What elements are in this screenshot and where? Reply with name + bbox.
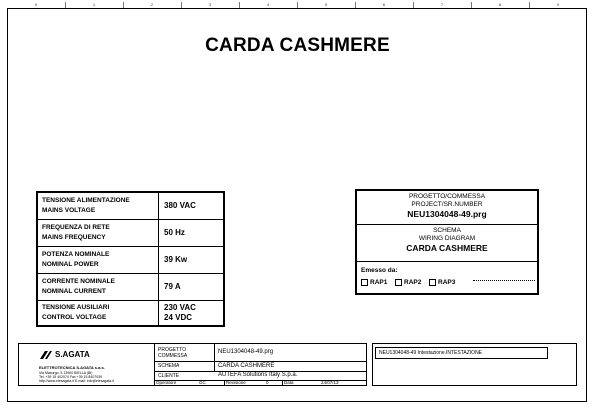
title-block-secondary bbox=[372, 343, 577, 386]
schema-label: SCHEMA bbox=[158, 363, 180, 369]
rap2-option[interactable] bbox=[395, 279, 421, 286]
spec-label bbox=[42, 277, 157, 297]
rap2-checkbox[interactable] bbox=[395, 279, 402, 286]
info-divider bbox=[357, 224, 537, 225]
progetto-label: PROGETTO/COMMESSA bbox=[408, 193, 486, 200]
info-divider bbox=[357, 261, 537, 262]
spec-label-it: TENSIONE ALIMENTAZIONE bbox=[42, 197, 130, 204]
project-number: NEU1304048-49.prg bbox=[407, 209, 487, 219]
company-phone: Tel. +39 15 402074 Fax +39 15 8407039 bbox=[39, 375, 103, 379]
spec-row-nominal-current bbox=[38, 274, 223, 301]
spec-label-it: FREQUENZA DI RETE bbox=[42, 224, 110, 231]
company-logo-icon bbox=[39, 350, 53, 360]
spec-value bbox=[164, 303, 224, 323]
spec-row-nominal-power bbox=[38, 247, 223, 274]
ruler-cell: 2 bbox=[150, 2, 154, 7]
spec-value-line: 230 VAC bbox=[164, 303, 196, 312]
project-value: NEU1304048-49.prg bbox=[218, 349, 274, 355]
operatore-value: GC bbox=[199, 380, 206, 385]
revisione-label: Revisione bbox=[226, 380, 246, 385]
company-name: ELETTROTECNICA S.AGATA s.a.s. bbox=[39, 365, 105, 370]
rap1-option[interactable] bbox=[361, 279, 387, 286]
ruler-cell: 7 bbox=[440, 2, 444, 7]
spec-value: 39 Kw bbox=[164, 255, 188, 264]
spec-row-mains-frequency bbox=[38, 220, 223, 247]
spec-divider bbox=[158, 301, 159, 325]
rap1-checkbox[interactable] bbox=[361, 279, 368, 286]
operatore-label: Operatore bbox=[156, 380, 177, 385]
rap3-checkbox[interactable] bbox=[429, 279, 436, 286]
spec-label-en: MAINS VOLTAGE bbox=[42, 207, 96, 214]
spec-row-control-voltage bbox=[38, 301, 223, 325]
spec-value: 79 A bbox=[164, 282, 181, 291]
spec-label-en: CONTROL VOLTAGE bbox=[42, 314, 107, 321]
spec-label bbox=[42, 223, 157, 243]
spec-divider bbox=[158, 220, 159, 246]
spec-label bbox=[42, 250, 157, 270]
wiring-diagram-label: WIRING DIAGRAM bbox=[418, 235, 476, 242]
ruler-cell: 0 bbox=[34, 2, 38, 7]
rap1-label: RAP1 bbox=[370, 279, 388, 286]
commessa-label: COMMESSA bbox=[158, 353, 188, 359]
schema-section bbox=[357, 227, 537, 254]
spec-label bbox=[42, 303, 157, 323]
company-logo-text: S.AGATA bbox=[55, 350, 90, 359]
project-info-box bbox=[355, 189, 539, 295]
spec-label bbox=[42, 196, 157, 216]
electrical-specs-table bbox=[36, 191, 225, 327]
signature-line bbox=[473, 280, 535, 281]
schema-name: CARDA CASHMERE bbox=[406, 243, 488, 253]
ruler-cell: 1 bbox=[92, 2, 96, 7]
ruler-cell: 3 bbox=[208, 2, 212, 7]
revisione-value: 0 bbox=[266, 380, 269, 385]
spec-row-mains-voltage bbox=[38, 193, 223, 220]
spec-label-it: CORRENTE NOMINALE bbox=[42, 278, 115, 285]
schema-label: SCHEMA bbox=[433, 227, 461, 234]
tb-hline bbox=[154, 361, 366, 362]
emesso-label: Emesso da: bbox=[361, 267, 398, 274]
header-reference: NEU1304048-49 Intestazione.INTESTAZIONE bbox=[375, 347, 548, 359]
column-ruler bbox=[7, 2, 587, 11]
company-address: Via Masurgo, 5 13900 BIELLA (BI) bbox=[39, 371, 93, 375]
data-label: Data bbox=[284, 380, 294, 385]
ruler-cell: 9 bbox=[556, 2, 560, 7]
spec-value-line: 24 VDC bbox=[164, 313, 193, 322]
ruler-cell: 5 bbox=[324, 2, 328, 7]
project-label: PROJECT/SR.NUMBER bbox=[411, 201, 483, 208]
rap3-label: RAP3 bbox=[438, 279, 456, 286]
tb-divider bbox=[154, 344, 155, 385]
cliente-value: AUTEFA Solutions Italy S.p.a. bbox=[218, 372, 298, 378]
spec-value: 50 Hz bbox=[164, 228, 185, 237]
tb-divider bbox=[282, 380, 283, 386]
schema-value: CARDA CASHMERE bbox=[218, 363, 275, 369]
ruler-cell: 6 bbox=[382, 2, 386, 7]
page-title: CARDA CASHMERE bbox=[205, 35, 390, 56]
spec-divider bbox=[158, 274, 159, 300]
progetto-label: PROGETTO bbox=[158, 347, 186, 353]
rap3-option[interactable] bbox=[429, 279, 455, 286]
spec-divider bbox=[158, 193, 159, 219]
tb-divider bbox=[214, 344, 215, 372]
project-section bbox=[357, 193, 537, 220]
spec-value: 380 VAC bbox=[164, 201, 196, 210]
spec-divider bbox=[158, 247, 159, 273]
spec-label-en: MAINS FREQUENCY bbox=[42, 234, 106, 241]
cliente-label: CLIENTE bbox=[158, 373, 180, 379]
data-value: 24/07/13 bbox=[321, 380, 339, 385]
spec-label-en: NOMINAL CURRENT bbox=[42, 288, 106, 295]
ruler-cell: 8 bbox=[498, 2, 502, 7]
spec-label-it: POTENZA NOMINALE bbox=[42, 251, 110, 258]
tb-divider bbox=[224, 380, 225, 386]
rap2-label: RAP2 bbox=[404, 279, 422, 286]
ruler-cell: 4 bbox=[266, 2, 270, 7]
title-block bbox=[18, 343, 367, 386]
spec-label-it: TENSIONE AUSILIARI bbox=[42, 304, 110, 311]
company-web: http://www.elesagata.it E-mail: info@elesagata.it bbox=[39, 379, 114, 383]
spec-label-en: NOMINAL POWER bbox=[42, 261, 99, 268]
